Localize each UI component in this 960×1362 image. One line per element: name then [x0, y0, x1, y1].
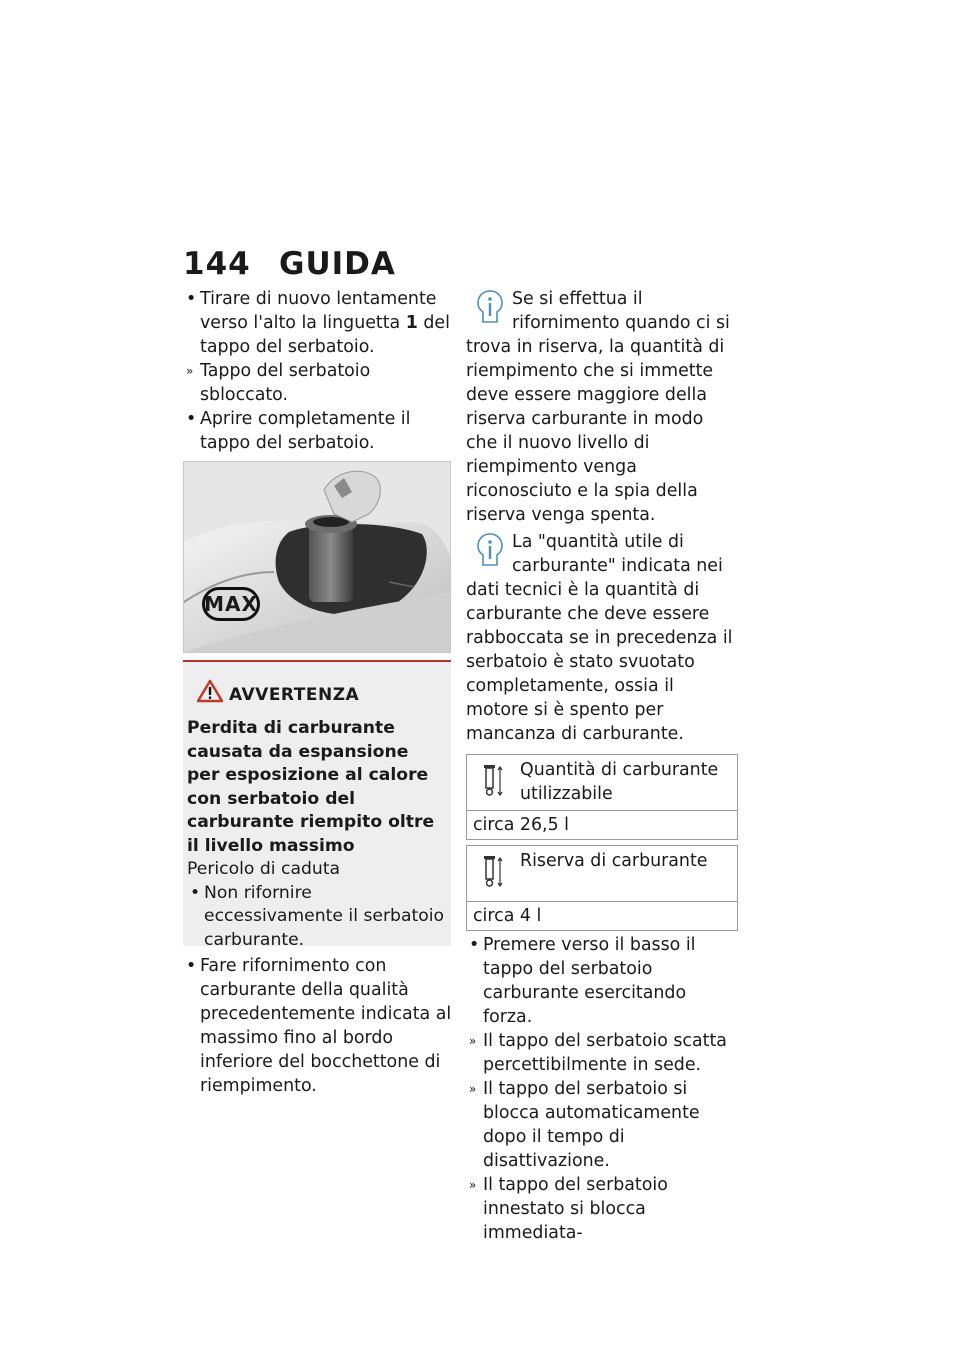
result-marker: » — [469, 1178, 477, 1192]
warning-box — [183, 660, 451, 950]
result-text: Tappo del serbatoio sbloccato. — [200, 361, 371, 405]
result-text: Il tappo del serbatoio scatta percettibilmente in sede. — [483, 1031, 727, 1075]
list-item — [183, 287, 453, 359]
page-header — [183, 246, 396, 282]
info-note — [466, 530, 738, 746]
step-text-end: del tappo del serbatoio. — [200, 313, 450, 357]
step-text: Fare rifornimento con carburante della qualità precedentemente indicata al massimo fino al bordo inferiore del bocchettone di riempimento. — [200, 956, 452, 1096]
refuel-step — [183, 954, 453, 1098]
step-text: Premere verso il basso il tappo del serbatoio carburante esercitando forza. — [483, 935, 696, 1027]
fuel-filler-illustration — [184, 462, 451, 653]
list-item — [183, 954, 453, 1098]
list-item — [187, 882, 445, 953]
left-column — [183, 287, 453, 455]
list-item — [466, 933, 738, 1029]
step-text: Aprire completamente il tappo del serbatoio. — [200, 409, 411, 453]
bullet-marker: • — [190, 882, 201, 903]
list-item — [183, 407, 453, 455]
bullet-marker: • — [186, 409, 197, 429]
info-text: Se si effettua il rifornimento quando ci si trova in riserva, la quantità di riempimento che si immette deve essere maggiore della riserva carburante in modo che il nuovo livello di riempimento venga riconosciuto e la spia della riserva venga spenta. — [466, 289, 730, 525]
list-item — [183, 359, 453, 407]
spec-header — [467, 846, 737, 902]
closing-steps — [466, 933, 738, 1245]
callout-number: 1 — [405, 313, 418, 333]
warning-title: AVVERTENZA — [229, 685, 360, 705]
result-text: Il tappo del serbatoio si blocca automaticamente dopo il tempo di disattivazione. — [483, 1079, 700, 1171]
result-marker: » — [469, 1082, 477, 1096]
spec-table-usable-fuel — [466, 754, 738, 840]
bullet-marker: • — [186, 956, 197, 976]
max-label-text: MAX — [204, 592, 258, 616]
spec-header — [467, 755, 737, 811]
warning-body — [187, 717, 445, 952]
result-marker: » — [469, 1034, 477, 1048]
section-title: GUIDA — [279, 246, 396, 282]
info-text: La "quantità utile di carburante" indicata nei dati tecnici è la quantità di carburante che deve essere rabboccata se in precedenza il serbatoio è stato svuotato completamente, ossia il motore si è spento per mancanza di carburante. — [466, 532, 733, 744]
spec-label: Riserva di carburante — [520, 851, 708, 871]
warning-risk: Pericolo di caduta — [187, 859, 341, 879]
result-marker: » — [186, 364, 194, 378]
list-item — [466, 1077, 738, 1173]
list-item — [466, 1173, 738, 1245]
info-icon — [476, 532, 504, 568]
spec-value: circa 26,5 l — [473, 815, 569, 835]
warning-action: Non rifornire eccessivamente il serbatoio carburante. — [204, 882, 445, 950]
max-level-label — [202, 587, 260, 621]
right-column — [466, 287, 738, 1245]
bullet-marker: • — [186, 289, 197, 309]
spec-label: Quantità di carburante utilizzabile — [520, 760, 719, 804]
step-text: Tirare di nuovo lentamente verso l'alto la linguetta — [200, 289, 437, 333]
fuel-pump-icon — [482, 763, 504, 799]
warning-triangle-icon — [197, 679, 223, 703]
list-item — [466, 1029, 738, 1077]
info-note — [466, 287, 738, 527]
spec-table-reserve — [466, 845, 738, 931]
spec-value: circa 4 l — [473, 906, 542, 926]
info-icon — [476, 289, 504, 325]
page-number: 144 — [183, 246, 251, 282]
warning-heading: Perdita di carburante causata da espansione per esposizione al calore con serbatoio del carburante riempito oltre il livello massimo — [187, 718, 435, 856]
fuel-reserve-icon — [482, 854, 504, 890]
fuel-tank-figure — [183, 461, 451, 653]
bullet-marker: • — [469, 935, 480, 955]
result-text: Il tappo del serbatoio innestato si blocca immediata- — [483, 1175, 668, 1243]
